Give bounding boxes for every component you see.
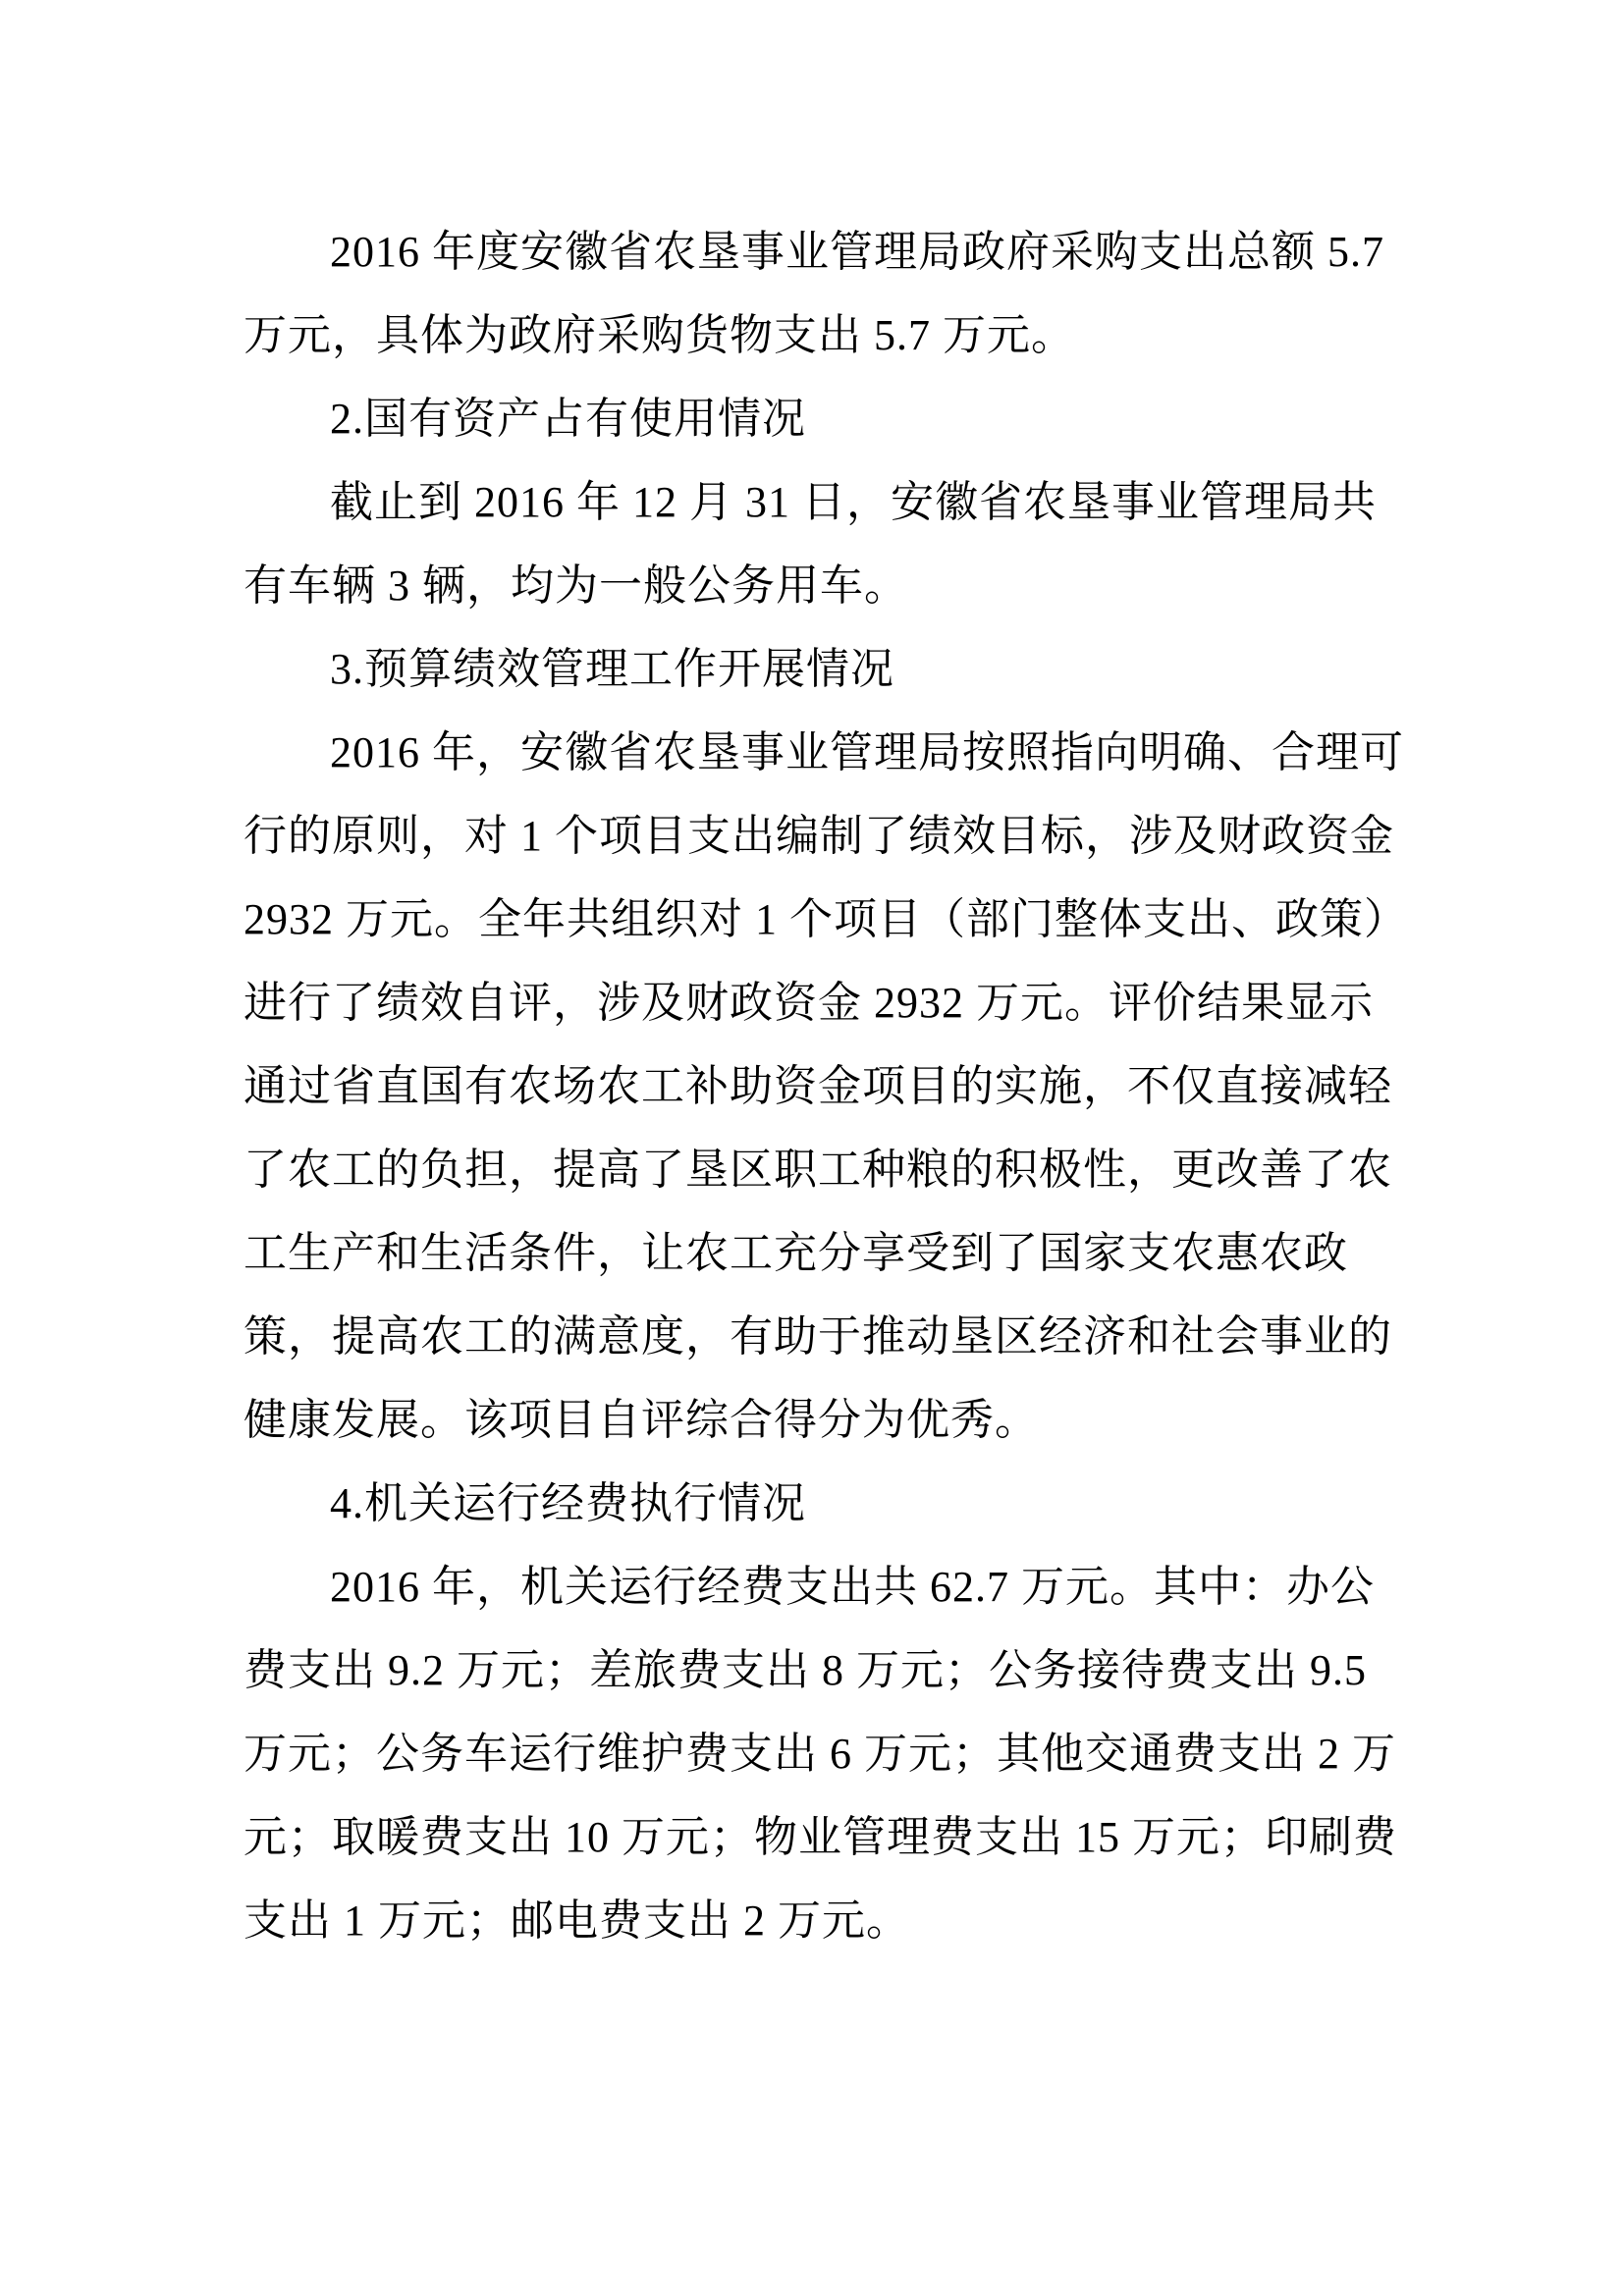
text-line: 2016 年度安徽省农垦事业管理局政府采购支出总额 5.7	[330, 228, 1384, 276]
text-line: 健康发展。该项目自评综合得分为优秀。	[244, 1396, 1039, 1444]
text-line: 元；取暖费支出 10 万元；物业管理费支出 15 万元；印刷费	[244, 1813, 1397, 1861]
text-line: 万元，具体为政府采购货物支出 5.7 万元。	[244, 311, 1075, 359]
text-line: 费支出 9.2 万元；差旅费支出 8 万元；公务接待费支出 9.5	[244, 1646, 1367, 1694]
text-line: 通过省直国有农场农工补助资金项目的实施，不仅直接减轻	[244, 1062, 1392, 1110]
heading-state-owned-assets	[244, 377, 1382, 460]
para-vehicles	[244, 460, 1382, 627]
text-line: 了农工的负担，提高了垦区职工种粮的积极性，更改善了农	[244, 1146, 1392, 1194]
text-line: 进行了绩效自评，涉及财政资金 2932 万元。评价结果显示	[244, 979, 1374, 1027]
para-operating-expenses-detail	[244, 1545, 1397, 1962]
para-budget-performance-detail	[244, 711, 1408, 1462]
text-line: 万元；公务车运行维护费支出 6 万元；其他交通费支出 2 万	[244, 1730, 1396, 1778]
text-line: 2932 万元。全年共组织对 1 个项目（部门整体支出、政策）	[244, 895, 1408, 943]
text-line: 支出 1 万元；邮电费支出 2 万元。	[244, 1896, 910, 1945]
text-line: 策，提高农工的满意度，有助于推动垦区经济和社会事业的	[244, 1312, 1392, 1361]
para-procurement-total	[244, 210, 1382, 377]
heading-operating-expenses	[244, 1462, 1382, 1545]
text-line: 行的原则，对 1 个项目支出编制了绩效目标，涉及财政资金	[244, 812, 1394, 860]
text-line: 有车辆 3 辆，均为一般公务用车。	[244, 561, 908, 610]
text-line: 2.国有资产占有使用情况	[330, 395, 806, 443]
text-line: 2016 年，安徽省农垦事业管理局按照指向明确、合理可	[330, 728, 1404, 776]
text-line: 3.预算绩效管理工作开展情况	[330, 645, 894, 693]
text-line: 截止到 2016 年 12 月 31 日，安徽省农垦事业管理局共	[330, 478, 1377, 526]
document-content	[244, 210, 1408, 1962]
text-line: 4.机关运行经费执行情况	[330, 1479, 806, 1527]
heading-budget-performance	[244, 627, 1382, 711]
text-line: 工生产和生活条件，让农工充分享受到了国家支农惠农政	[244, 1229, 1348, 1277]
text-line: 2016 年，机关运行经费支出共 62.7 万元。其中：办公	[330, 1563, 1375, 1611]
